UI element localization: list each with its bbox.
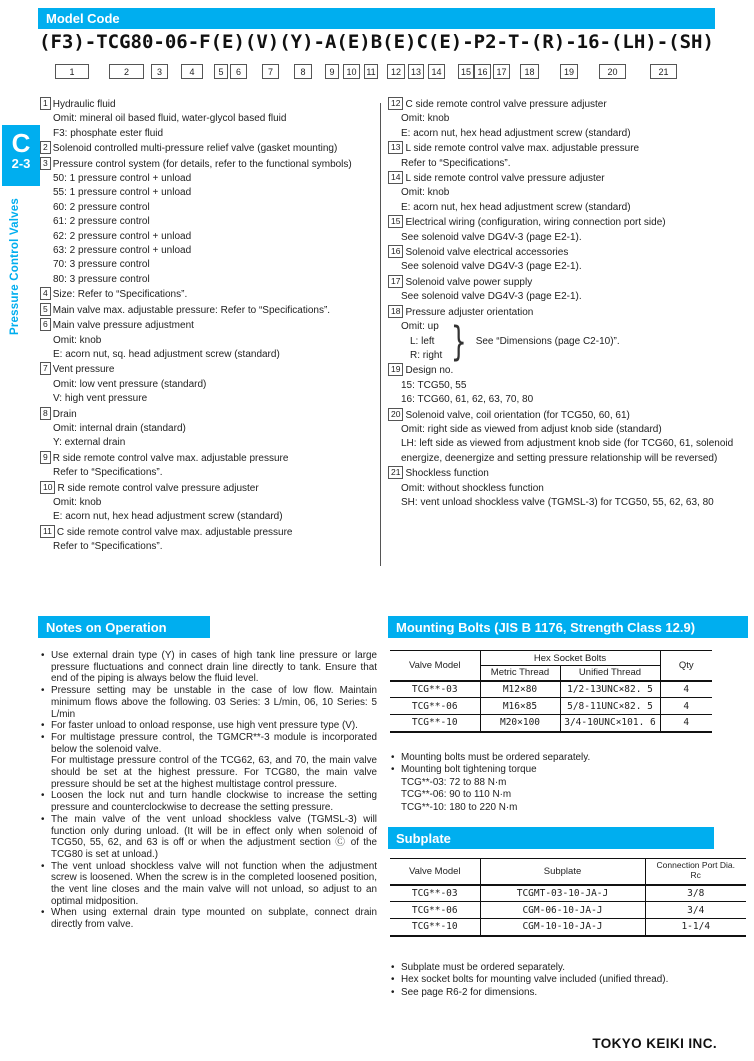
note-bullet <box>40 685 377 720</box>
legend-item-title: Shockless function <box>405 468 489 480</box>
table-row <box>390 919 746 936</box>
item-number-box: 6 <box>40 318 51 331</box>
legend-item-20 <box>388 408 746 467</box>
legend-item-head <box>40 303 377 318</box>
legend-item-9 <box>40 451 377 481</box>
section-tab-number: 2-3 <box>11 156 31 172</box>
legend-column-right <box>388 97 746 510</box>
legend-item-line: See solenoid valve DG4V-3 (page E2-1). <box>401 261 582 273</box>
legend-item-head <box>40 157 377 172</box>
legend-item-title: L side remote control valve pressure adjuster <box>405 173 605 185</box>
legend-item-head <box>40 287 377 302</box>
position-number-box: 7 <box>262 64 279 79</box>
section-tab-letter: C <box>11 128 31 158</box>
position-number-box: 9 <box>325 64 339 79</box>
mounting-bolts-notes <box>390 752 742 814</box>
legend-column-left <box>40 97 377 555</box>
table-row <box>390 681 712 698</box>
legend-item-line: 55: 1 pressure control + unload <box>53 187 192 199</box>
orientation-note: See “Dimensions (page C2-10)”. <box>475 335 620 347</box>
position-number-box: 13 <box>408 64 424 79</box>
table-cell: TCG**-10 <box>390 715 480 732</box>
legend-item-21 <box>388 466 746 510</box>
legend-item-title: Pressure control system (for details, refer to the functional symbols) <box>52 158 352 170</box>
table-row <box>390 715 712 732</box>
legend-item-14 <box>388 171 746 215</box>
item-number-box: 16 <box>388 245 403 258</box>
legend-item-title: C side remote control valve max. adjustable pressure <box>56 526 293 538</box>
table-row <box>390 885 746 902</box>
legend-item-head <box>388 245 746 260</box>
legend-item-line: Omit: low vent pressure (standard) <box>53 378 207 390</box>
legend-item-line: See solenoid valve DG4V-3 (page E2-1). <box>401 291 582 303</box>
torque-line: TCG**-06: 90 to 110 N·m <box>401 789 512 801</box>
table-cell: 1/2-13UNC×82. 5 <box>560 681 660 698</box>
note-bullet <box>40 907 377 930</box>
legend-item-head <box>388 408 746 423</box>
legend-item-17 <box>388 275 746 305</box>
legend-item-head <box>40 141 377 156</box>
col-header-hex-socket-bolts: Hex Socket Bolts <box>480 651 660 666</box>
table-cell: TCG**-06 <box>390 698 480 715</box>
position-number-box: 2 <box>109 64 144 79</box>
col-header-port-dia: Connection Port Dia. Rc <box>645 859 746 885</box>
legend-item-13 <box>388 141 746 171</box>
table-cell: TCG**-03 <box>390 681 480 698</box>
position-number-box: 21 <box>650 64 677 79</box>
legend-item-title: Solenoid valve, coil orientation (for TCG50, 60, 61) <box>405 409 630 421</box>
legend-item-line: Omit: knob <box>53 496 102 508</box>
legend-item-head <box>40 451 377 466</box>
model-code-string: (F3)-TCG80-06-F(E)(V)(Y)-A(E)B(E)C(E)-P2-T-(R)-16-(LH)-(SH) <box>39 31 714 53</box>
note-paragraph: • For multistage pressure control, the TGMCR**-3 module is incorporated below the solenoid valve. <box>40 732 377 755</box>
table-cell: TCG**-03 <box>390 885 480 902</box>
note-bullet <box>40 814 377 861</box>
col-header-metric-thread: Metric Thread <box>480 666 560 681</box>
legend-item-15 <box>388 215 746 245</box>
table-note-bullet: • See page R6-2 for dimensions. <box>390 987 746 999</box>
legend-item-title: R side remote control valve max. adjustable pressure <box>52 452 289 464</box>
legend-item-3 <box>40 157 377 288</box>
legend-item-line: Omit: right side as viewed from adjust knob side (standard) <box>401 423 662 435</box>
legend-item-line: V: high vent pressure <box>53 393 148 405</box>
legend-item-line: Omit: without shockless function <box>401 482 544 494</box>
table-cell: CGM-10-10-JA-J <box>480 919 645 936</box>
column-divider <box>380 103 381 566</box>
item-number-box: 1 <box>40 97 51 110</box>
legend-item-title: Vent pressure <box>52 364 115 376</box>
legend-item-head <box>388 275 746 290</box>
subplate-notes <box>390 962 746 999</box>
legend-item-head <box>40 362 377 377</box>
note-bullet <box>40 732 377 791</box>
position-number-box: 1 <box>55 64 89 79</box>
note-bullet <box>40 720 377 732</box>
legend-item-title: Solenoid controlled multi-pressure relief valve (gasket mounting) <box>52 143 338 155</box>
note-bullet <box>40 650 377 685</box>
legend-item-line: 80: 3 pressure control <box>53 273 150 285</box>
legend-item-10 <box>40 481 377 525</box>
table-note-bullet: • Mounting bolt tightening torque <box>390 764 742 776</box>
legend-item-line: 15: TCG50, 55 <box>401 379 467 391</box>
legend-item-line: 62: 2 pressure control + unload <box>53 230 192 242</box>
table-note-bullet: • Mounting bolts must be ordered separately. <box>390 752 742 764</box>
table-cell: M20×100 <box>480 715 560 732</box>
position-number-box: 6 <box>230 64 247 79</box>
note-paragraph: • Loosen the lock nut and turn handle clockwise to increase the setting pressure and counterclockwise to decrease the setting pressure. <box>40 790 377 813</box>
table-note-bullet: • Subplate must be ordered separately. <box>390 962 746 974</box>
legend-item-5 <box>40 303 377 318</box>
table-cell: 3/4-10UNC×101. 6 <box>560 715 660 732</box>
orientation-option: Omit: up <box>401 321 439 333</box>
legend-item-18 <box>388 305 746 364</box>
table-row <box>390 698 712 715</box>
legend-item-line: Refer to “Specifications”. <box>53 541 163 553</box>
legend-item-line: LH: left side as viewed from adjustment knob side (for TCG60, 61, solenoid energize, deenergize and setting pressure relationship will be reversed) <box>401 438 734 464</box>
item-number-box: 7 <box>40 362 51 375</box>
legend-item-title: C side remote control valve pressure adjuster <box>405 99 607 110</box>
legend-item-8 <box>40 407 377 451</box>
legend-item-title: Size: Refer to “Specifications”. <box>52 289 188 301</box>
table-cell: M16×85 <box>480 698 560 715</box>
legend-item-line: Omit: knob <box>401 187 450 199</box>
legend-item-line: F3: phosphate ester fluid <box>53 127 164 139</box>
legend-item-line: E: acorn nut, hex head adjustment screw (standard) <box>401 201 631 213</box>
item-number-box: 17 <box>388 275 403 288</box>
legend-item-11 <box>40 525 377 555</box>
legend-item-title: Design no. <box>405 365 454 377</box>
legend-item-line: 60: 2 pressure control <box>53 201 150 213</box>
notes-body <box>40 650 377 931</box>
col-header-valve-model: Valve Model <box>390 859 480 885</box>
item-number-box: 2 <box>40 141 51 154</box>
table-row <box>390 902 746 919</box>
legend-item-head <box>388 141 746 156</box>
table-cell: TCG**-06 <box>390 902 480 919</box>
legend-item-16 <box>388 245 746 275</box>
legend-item-head <box>388 215 746 230</box>
legend-item-title: R side remote control valve pressure adjuster <box>57 482 259 494</box>
item-number-box: 19 <box>388 363 403 376</box>
legend-item-line: E: acorn nut, sq. head adjustment screw (standard) <box>53 348 280 360</box>
legend-item-head <box>40 97 377 112</box>
legend-item-title: Electrical wiring (configuration, wiring connection port side) <box>405 217 666 229</box>
legend-item-head <box>388 171 746 186</box>
position-number-box: 8 <box>294 64 312 79</box>
legend-item-6 <box>40 318 377 362</box>
legend-item-line: Omit: internal drain (standard) <box>53 422 186 434</box>
orientation-options <box>401 320 442 363</box>
legend-item-line: 70: 3 pressure control <box>53 259 150 271</box>
legend-item-line: 61: 2 pressure control <box>53 216 150 228</box>
table-cell: 5/8-11UNC×82. 5 <box>560 698 660 715</box>
item-number-box: 4 <box>40 287 51 300</box>
curly-brace: } <box>451 318 467 365</box>
torque-line: TCG**-03: 72 to 88 N·m <box>401 776 507 788</box>
item-number-box: 3 <box>40 157 51 170</box>
legend-item-title: Hydraulic fluid <box>52 99 116 110</box>
legend-item-19 <box>388 363 746 407</box>
position-number-box: 14 <box>428 64 445 79</box>
position-number-box: 12 <box>387 64 405 79</box>
item-number-box: 11 <box>40 525 55 538</box>
legend-item-line: Refer to “Specifications”. <box>53 467 163 479</box>
note-paragraph: • When using external drain type mounted on subplate, connect drain directly from valve. <box>40 907 377 930</box>
sidebar-category-label: Pressure Control Valves <box>9 198 21 335</box>
legend-item-head <box>40 407 377 422</box>
orientation-brace-block <box>388 320 746 363</box>
position-number-box: 18 <box>520 64 539 79</box>
item-number-box: 13 <box>388 141 403 154</box>
position-number-box: 17 <box>493 64 510 79</box>
legend-item-line: E: acorn nut, hex head adjustment screw (standard) <box>401 127 631 139</box>
legend-item-line: Omit: knob <box>53 334 102 346</box>
legend-item-head <box>40 481 377 496</box>
position-number-row <box>0 64 754 81</box>
legend-item-line: 63: 2 pressure control + unload <box>53 245 192 257</box>
legend-item-line: Omit: knob <box>401 113 450 125</box>
note-paragraph: • Pressure setting may be unstable in the case of low flow. Maintain minimum flows above the following. 03 Series: 3 L/min, 06, 10 Series: 5 L/min <box>40 685 377 720</box>
table-cell: CGM-06-10-JA-J <box>480 902 645 919</box>
item-number-box: 8 <box>40 407 51 420</box>
subplate-section-title: Subplate <box>388 827 714 849</box>
model-code-section-title: Model Code <box>38 8 715 29</box>
position-number-box: 10 <box>343 64 360 79</box>
position-number-box: 16 <box>474 64 491 79</box>
legend-item-head <box>388 363 746 378</box>
table-cell: TCGMT-03-10-JA-J <box>480 885 645 902</box>
item-number-box: 15 <box>388 215 403 228</box>
item-number-box: 9 <box>40 451 51 464</box>
position-number-box: 11 <box>364 64 378 79</box>
col-header-qty: Qty <box>660 651 712 681</box>
table-cell: M12×80 <box>480 681 560 698</box>
position-number-box: 15 <box>458 64 474 79</box>
legend-item-line: SH: vent unload shockless valve (TGMSL-3) for TCG50, 55, 62, 63, 80 <box>401 496 714 508</box>
legend-item-line: Omit: mineral oil based fluid, water-glycol based fluid <box>53 113 287 125</box>
item-number-box: 20 <box>388 408 403 421</box>
legend-item-title: Drain <box>52 408 77 420</box>
legend-item-line: 50: 1 pressure control + unload <box>53 173 192 185</box>
table-cell: 3/4 <box>645 902 746 919</box>
note-paragraph: • The vent unload shockless valve will not function when the adjustment screw is loosened. When the screw is in the completed loosened position, the vent line closes and the main valve will not unload, so adjust to an optimal midposition. <box>40 861 377 908</box>
item-number-box: 12 <box>388 97 403 110</box>
legend-item-title: Solenoid valve power supply <box>405 276 533 288</box>
item-number-box: 10 <box>40 481 55 494</box>
note-paragraph: • For faster unload to onload response, use high vent pressure type (V). <box>40 720 377 732</box>
table-cell: 4 <box>660 698 712 715</box>
legend-item-7 <box>40 362 377 406</box>
item-number-box: 21 <box>388 466 403 479</box>
legend-item-title: Main valve pressure adjustment <box>52 320 194 332</box>
position-number-box: 5 <box>214 64 228 79</box>
position-number-box: 4 <box>181 64 203 79</box>
legend-item-head <box>40 525 377 540</box>
torque-line: TCG**-10: 180 to 220 N·m <box>401 801 518 813</box>
legend-item-4 <box>40 287 377 302</box>
position-number-box: 20 <box>599 64 626 79</box>
orientation-option: R: right <box>410 349 443 361</box>
note-paragraph: For multistage pressure control of the TCG62, 63, and 70, the main valve should be set at the highest pressure. For TCG80, the main valve pressure should be set at the highest multistage control pressure. <box>51 755 377 790</box>
table-cell: 1-1/4 <box>645 919 746 936</box>
note-bullet <box>40 790 377 813</box>
legend-item-2 <box>40 141 377 156</box>
table-cell: TCG**-10 <box>390 919 480 936</box>
mounting-bolts-section-title: Mounting Bolts (JIS B 1176, Strength Class 12.9) <box>388 616 748 638</box>
legend-item-line: Y: external drain <box>53 437 126 449</box>
section-tab <box>2 125 40 186</box>
legend-item-line: Refer to “Specifications”. <box>401 157 511 169</box>
table-note-bullet: • Hex socket bolts for mounting valve included (unified thread). <box>390 974 746 986</box>
note-paragraph: • The main valve of the vent unload shockless valve (TGMSL-3) will function only during unload. (It will be in effect only when solenoid of TCG50, 55, 62, and 63 is off or when the adjustment section Ⓒ of the TCG80 is set at unload.) <box>40 814 377 861</box>
col-header-valve-model: Valve Model <box>390 651 480 681</box>
legend-item-line: See solenoid valve DG4V-3 (page E2-1). <box>401 231 582 243</box>
note-bullet <box>40 861 377 908</box>
legend-item-line: E: acorn nut, hex head adjustment screw (standard) <box>53 511 283 523</box>
table-cell: 4 <box>660 681 712 698</box>
orientation-option: L: left <box>410 335 435 347</box>
legend-item-head <box>388 305 746 320</box>
col-header-subplate: Subplate <box>480 859 645 885</box>
table-cell: 3/8 <box>645 885 746 902</box>
position-number-box: 19 <box>560 64 578 79</box>
legend-item-title: L side remote control valve max. adjustable pressure <box>405 143 640 155</box>
legend-item-head <box>388 466 746 481</box>
item-number-box: 14 <box>388 171 403 184</box>
legend-item-title: Solenoid valve electrical accessories <box>405 247 569 259</box>
legend-item-head <box>388 97 746 112</box>
position-number-box: 3 <box>151 64 168 79</box>
brand-logo: TOKYO KEIKI INC. <box>592 1036 717 1051</box>
col-header-unified-thread: Unified Thread <box>560 666 660 681</box>
table-cell: 4 <box>660 715 712 732</box>
mounting-bolts-table <box>390 650 712 733</box>
notes-section-title: Notes on Operation <box>38 616 210 638</box>
legend-item-head <box>40 318 377 333</box>
legend-item-1 <box>40 97 377 141</box>
note-paragraph: • Use external drain type (Y) in cases of high tank line pressure or large pressure fluctuations and connect drain line directly to tank. Ensure that end of the piping is always below the fluid level. <box>40 650 377 685</box>
legend-item-12 <box>388 97 746 141</box>
legend-item-title: Pressure adjuster orientation <box>405 306 534 318</box>
legend-item-line: 16: TCG60, 61, 62, 63, 70, 80 <box>401 394 534 406</box>
item-number-box: 5 <box>40 303 51 316</box>
legend-item-title: Main valve max. adjustable pressure: Refer to “Specifications”. <box>52 304 331 316</box>
item-number-box: 18 <box>388 305 403 318</box>
subplate-table <box>390 858 746 937</box>
